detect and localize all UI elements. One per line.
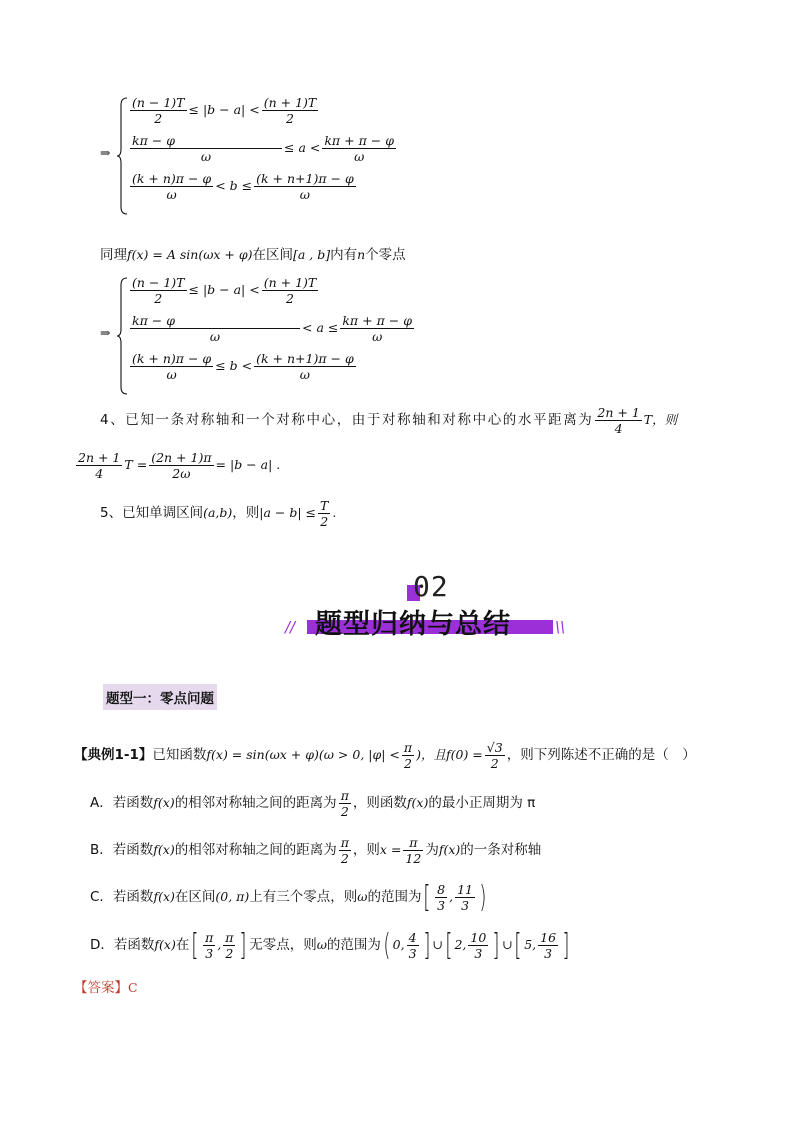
item-4-line-2: $\frac{2n + 1}{4}$ T = $\frac{(2n + 1)\pi}{2\omega}$ = |b − a| .: [78, 450, 281, 481]
item-4-line-1: 4、已知一条对称轴和一个对称中心，由于对称轴和对称中心的水平距离为 $\frac{2n + 1}{4}$ T，则: [100, 405, 678, 436]
option-c: C．若函数f(x)在区间(0, π)上有三个零点，则ω的范围为[ $\frac{8}{3}$ , $\frac{11}{3}$ ): [90, 879, 487, 915]
option-b: B．若函数f(x)的相邻对称轴之间的距离为 $\frac{\pi}{2}$ ，则x = $\frac{\pi}{12}$ 为f(x)的一条对称轴: [90, 835, 542, 866]
system-row: $\frac{(k + n)\pi - \varphi}{\omega}$ ≤ b < $\frac{(k + n+1)\pi - \varphi}{\omega}$: [132, 351, 354, 382]
example-tag: 【典例1-1】: [74, 747, 153, 763]
implies-symbol: ⇒: [100, 145, 111, 160]
answer-value: C: [128, 980, 138, 995]
topic-heading: 题型一：零点问题: [103, 684, 217, 710]
same-reason-line: 同理f(x) = A sin(ωx + φ)在区间[a , b]内有n个零点: [100, 247, 406, 263]
option-d: D．若函数f(x)在[ $\frac{\pi}{3}$ , $\frac{\pi}{2}$ ] 无零点，则ω的范围为( 0, $\frac{4}{3}$ ] ∪[ 2, $\frac{10}{3}$ ] ∪[ 5, $\frac{16}{3}$ ]: [90, 927, 570, 963]
system-row: $\frac{(n - 1)T}{2}$ ≤ |b − a| < $\frac{(n + 1)T}{2}$: [132, 275, 317, 306]
system-row: $\frac{(n - 1)T}{2}$ ≤ |b − a| < $\frac{(n + 1)T}{2}$: [132, 95, 317, 126]
item-5-line: 5、已知单调区间(a,b)，则|a − b| ≤ $\frac{T}{2}$ .: [100, 498, 337, 529]
answer-line: [74, 976, 138, 996]
section-number: 02: [413, 570, 449, 603]
inequality-system-2: [100, 275, 420, 395]
system-row: $\frac{k\pi - \varphi}{\omega}$ ≤ a < $\frac{k\pi + \pi - \varphi}{\omega}$: [132, 133, 394, 164]
left-slash-deco: //: [285, 618, 296, 636]
section-title: 题型归纳与总结: [315, 609, 511, 640]
implies-symbol: ⇒: [100, 325, 111, 340]
inequality-system-1: [100, 95, 400, 215]
example-question: 【典例1-1】已知函数f(x) = sin(ωx + φ)(ω > 0, |φ| < $\frac{\pi}{2}$ )，且f(0) = $\frac{√3}{2}$ ，则下列陈述不正确的是（ ）: [74, 740, 696, 771]
system-row: $\frac{k\pi - \varphi}{\omega}$ < a ≤ $\frac{k\pi + \pi - \varphi}{\omega}$: [132, 313, 412, 344]
section-banner: [285, 568, 575, 643]
answer-label: 【答案】: [74, 980, 128, 996]
right-slash-deco: \\: [555, 618, 566, 636]
option-a: A．若函数f(x)的相邻对称轴之间的距离为 $\frac{\pi}{2}$ ，则函数f(x)的最小正周期为 π: [90, 788, 536, 819]
system-row: $\frac{(k + n)\pi - \varphi}{\omega}$ < b ≤ $\frac{(k + n+1)\pi - \varphi}{\omega}$: [132, 171, 354, 202]
